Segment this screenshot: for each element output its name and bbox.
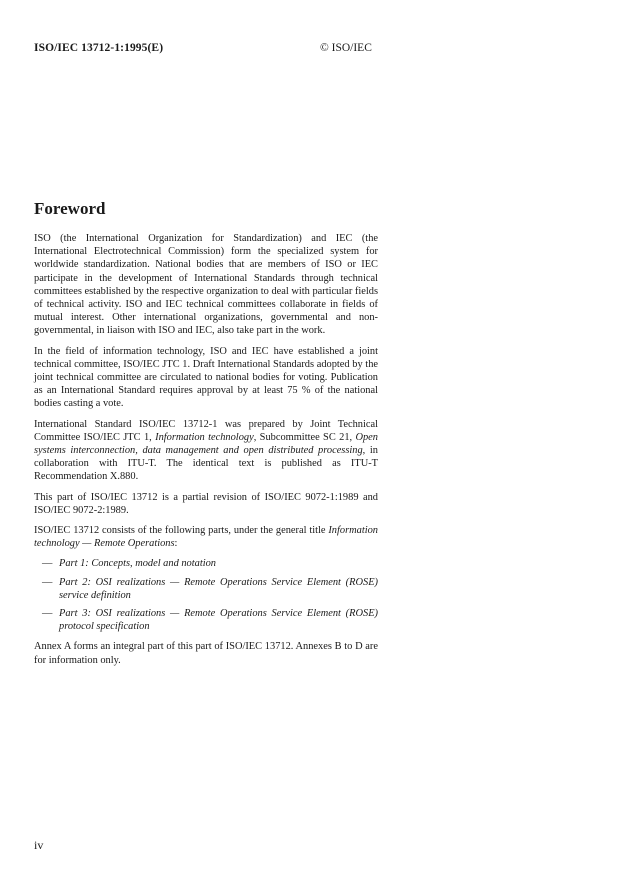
paragraph-preparation — [34, 418, 378, 484]
parts-intro-text: ISO/IEC 13712 consists of the following parts, under the general title — [34, 525, 329, 537]
preparation-title-it: Information technology — [155, 431, 254, 443]
dash-marker: — — [42, 576, 53, 588]
list-item — [34, 557, 378, 570]
dash-marker: — — [42, 558, 53, 570]
preparation-text-c: , Subcommittee SC 21, — [253, 431, 356, 443]
copyright-notice: © ISO/IEC — [320, 42, 372, 54]
list-item — [34, 576, 378, 602]
list-item-text: Part 1: Concepts, model and notation — [59, 558, 217, 570]
list-item — [34, 607, 378, 633]
paragraph-jtc1: In the field of information technology, ISO and IEC have established a joint technical committee, ISO/IEC JTC 1. Draft International Standards adopted by the joint technical committee are circulated to national bodies for voting. Publication as an International Standard requires approval by at least 75 % of the national bodies casting a vote. — [34, 345, 378, 410]
paragraph-annexes: Annex A forms an integral part of this part of ISO/IEC 13712. Annexes B to D are for information only. — [34, 641, 378, 666]
parts-list — [34, 557, 378, 633]
page-number: iv — [34, 838, 44, 852]
preparation-text-e: , in collaboration with ITU-T. The identical text is published as ITU-T Recommendation X.880. — [34, 445, 378, 483]
paragraph-parts-intro — [34, 524, 378, 550]
parts-general-title: Information technology — Remote Operations — [34, 525, 378, 550]
parts-intro-colon: : — [174, 538, 178, 550]
paragraph-organizations: ISO (the International Organization for Standardization) and IEC (the International Electrotechnical Commission) form the specialized system for worldwide standardization. National bodies that are members of ISO or IEC participate in the development of International Standards through technical committees established by the respective organization to deal with particular fields of technical activity. ISO and IEC technical committees collaborate in fields of mutual interest. Other international organizations, governmental and non-governmental, in liaison with ISO and IEC, also take part in the work. — [34, 233, 378, 337]
standard-identifier: ISO/IEC 13712-1:1995(E) — [34, 42, 164, 54]
page-title: Foreword — [34, 199, 106, 218]
list-item-text: Part 2: OSI realizations — Remote Operations Service Element (ROSE) service definition — [59, 576, 378, 601]
list-item-text: Part 3: OSI realizations — Remote Operations Service Element (ROSE) protocol specification — [59, 608, 378, 633]
preparation-text-a: International Standard ISO/IEC 13712-1 was prepared by Joint Technical Committee ISO/IEC JTC 1, — [34, 418, 378, 443]
preparation-title-sc21: Open systems interconnection, data management and open distributed processing — [34, 431, 378, 457]
foreword-body — [34, 232, 378, 674]
paragraph-revision: This part of ISO/IEC 13712 is a partial revision of ISO/IEC 9072-1:1989 and ISO/IEC 9072-2:1989. — [34, 491, 378, 516]
dash-marker: — — [42, 608, 53, 620]
